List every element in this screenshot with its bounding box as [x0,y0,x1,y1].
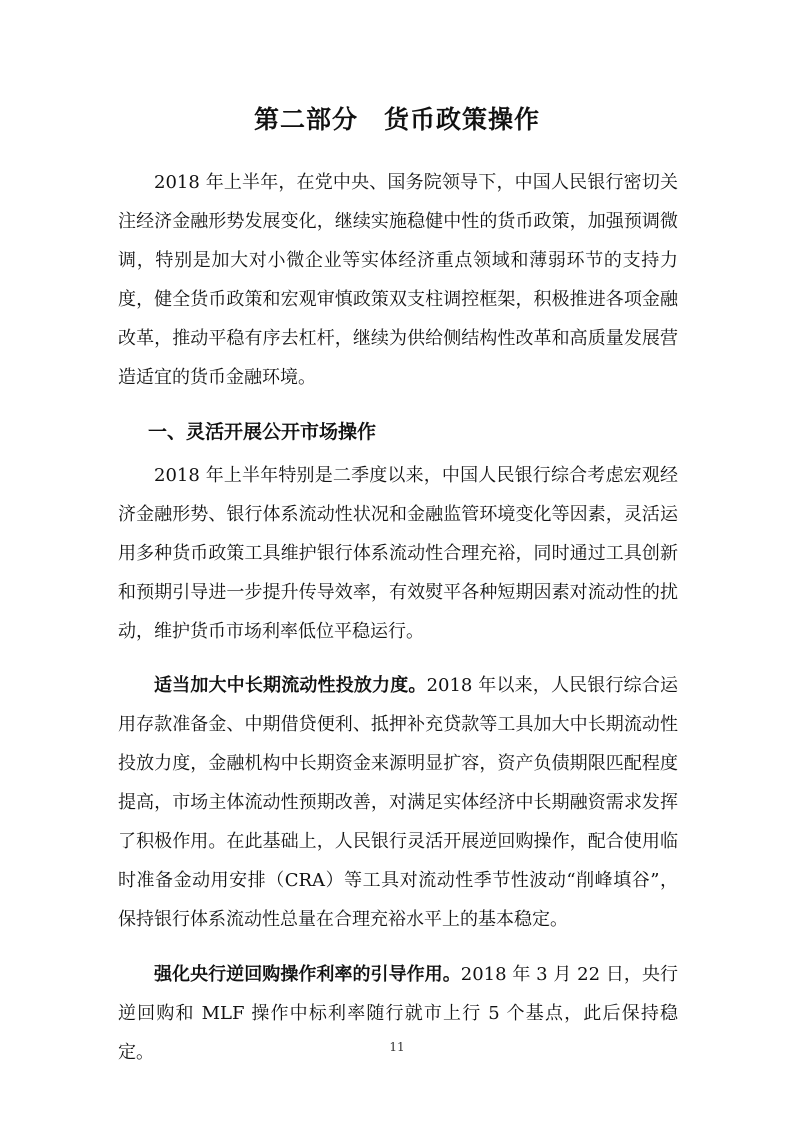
paragraph-intro: 2018 年上半年，在党中央、国务院领导下，中国人民银行密切关注经济金融形势发展变化，继续实施稳健中性的货币政策，加强预调微调，特别是加大对小微企业等实体经济重点领域和薄弱环节的支持力度，健全货币政策和宏观审慎政策双支柱调控框架，积极推进各项金融改革，推动平稳有序去杠杆，继续为供给侧结构性改革和高质量发展营造适宜的货币金融环境。 [118,172,678,388]
paragraph-lead-text: 强化央行逆回购操作利率的引导作用。 [154,964,461,985]
paragraph-body-text: 2018 年 3 月 22 日，央行逆回购和 MLF 操作中标利率随行就市上行 5 个基点，此后保持稳定。 [118,964,678,1063]
paragraph-lead-text: 适当加大中长期流动性投放力度。 [154,675,427,696]
page-number: 11 [389,1040,405,1054]
section-heading: 一、灵活开展公开市场操作 [148,421,377,443]
paragraph-long-term-liquidity [118,666,678,939]
paragraph-reverse-repo-rate [118,955,678,1072]
paragraph-open-market: 2018 年上半年特别是二季度以来，中国人民银行综合考虑宏观经济金融形势、银行体系流动性状况和金融监管环境变化等因素，灵活运用多种货币政策工具维护银行体系流动性合理充裕，同时通过工具创新和预期引导进一步提升传导效率，有效熨平各种短期因素对流动性的扰动，维护货币市场利率低位平稳运行。 [118,465,678,642]
page-title: 第二部分 货币政策操作 [253,105,540,134]
paragraph-body-text: 2018 年以来，人民银行综合运用存款准备金、中期借贷便利、抵押补充贷款等工具加大中长期流动性投放力度，金融机构中长期资金来源明显扩容，资产负债期限匹配程度提高，市场主体流动性预期改善，对满足实体经济中长期融资需求发挥了积极作用。在此基础上，人民银行灵活开展逆回购操作，配合使用临时准备金动用安排（CRA）等工具对流动性季节性波动“削峰填谷”，保持银行体系流动性总量在合理充裕水平上的基本稳定。 [118,675,678,930]
